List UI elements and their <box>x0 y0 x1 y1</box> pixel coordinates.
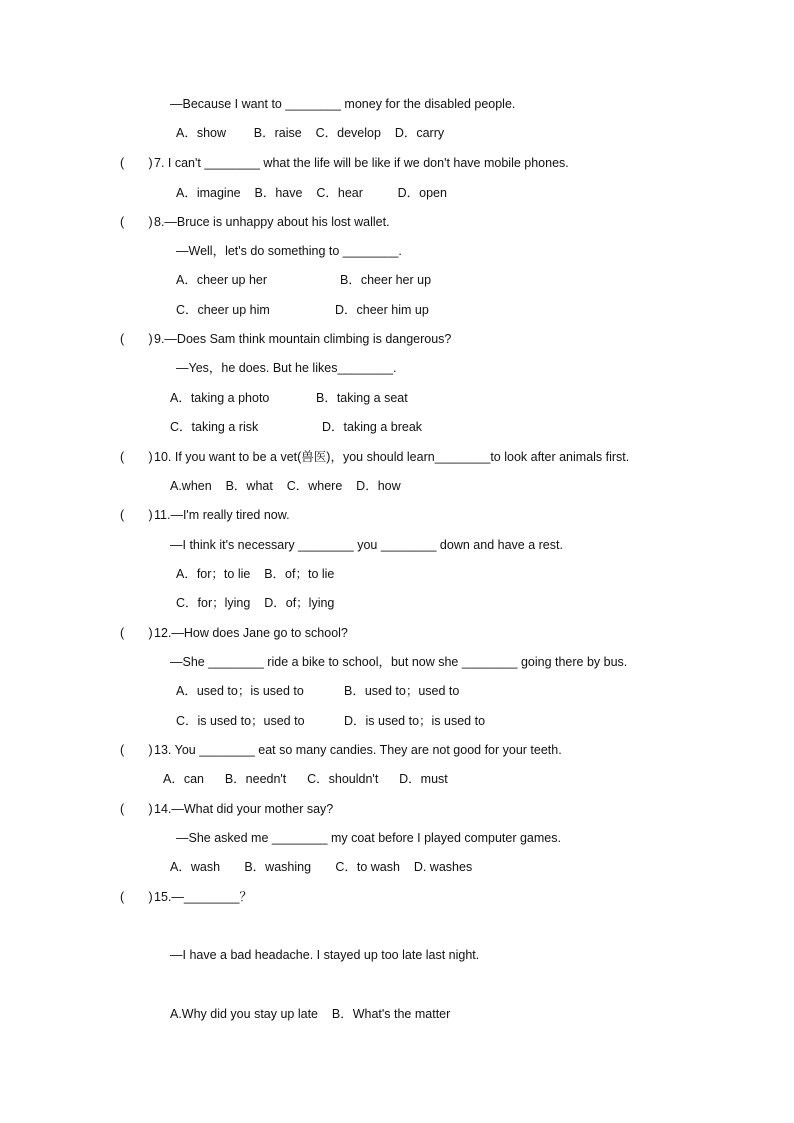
q11-answer-blank: ( ) <box>120 508 153 522</box>
q15-answer-line: —I have a bad headache. I stayed up too late last night. <box>170 948 480 962</box>
q9-option-c: C．taking a risk <box>170 420 259 434</box>
q9-answer-line: —Yes，he does. But he likes________. <box>176 361 397 375</box>
q8-option-b: B．cheer her up <box>340 273 432 287</box>
q7-answer-blank: ( ) <box>120 156 153 170</box>
q11-options-cd: C．for；lying D．of；lying <box>176 596 335 610</box>
q9-option-a: A．taking a photo <box>170 391 270 405</box>
q14-options: A．wash B．washing C．to wash D. washes <box>170 860 473 874</box>
q7-options: A．imagine B．have C．hear D．open <box>176 186 447 200</box>
q7-stem: 7. I can't ________ what the life will be like if we don't have mobile phones. <box>154 156 569 170</box>
q8-option-d: D．cheer him up <box>335 303 429 317</box>
q12-stem: 12.—How does Jane go to school? <box>154 626 348 640</box>
q14-answer-blank: ( ) <box>120 802 153 816</box>
q9-option-d: D．taking a break <box>322 420 423 434</box>
q13-answer-blank: ( ) <box>120 743 153 757</box>
q12-option-c: C．is used to；used to <box>176 714 305 728</box>
q10-stem: 10. If you want to be a vet(兽医)，you should learn________to look after animals first. <box>154 450 630 464</box>
q12-option-d: D．is used to；is used to <box>344 714 486 728</box>
q15-options: A.Why did you stay up late B．What's the matter <box>170 1007 451 1021</box>
q9-option-b: B．taking a seat <box>316 391 408 405</box>
q15-stem: 15.—________？ <box>154 890 252 904</box>
q12-option-a: A．used to；is used to <box>176 684 304 698</box>
q13-stem: 13. You ________ eat so many candies. They are not good for your teeth. <box>154 743 562 757</box>
q8-stem: 8.—Bruce is unhappy about his lost wallet. <box>154 215 390 229</box>
q8-answer-line: —Well，let's do something to ________. <box>176 244 402 258</box>
q12-option-b: B．used to；used to <box>344 684 460 698</box>
q11-answer-line: —I think it's necessary ________ you ________ down and have a rest. <box>170 538 563 552</box>
q14-answer-line: —She asked me ________ my coat before I played computer games. <box>176 831 561 845</box>
q14-stem: 14.—What did your mother say? <box>154 802 334 816</box>
q6-options: A．show B．raise C．develop D．carry <box>176 126 445 140</box>
q10-options: A.when B．what C．where D．how <box>170 479 401 493</box>
q9-stem: 9.—Does Sam think mountain climbing is dangerous? <box>154 332 452 346</box>
q15-answer-blank: ( ) <box>120 890 153 904</box>
q13-options: A．can B．needn't C．shouldn't D．must <box>163 772 448 786</box>
q8-option-c: C．cheer up him <box>176 303 270 317</box>
q6-answer-line: —Because I want to ________ money for the disabled people. <box>170 97 516 111</box>
q8-answer-blank: ( ) <box>120 215 153 229</box>
q9-answer-blank: ( ) <box>120 332 153 346</box>
q12-answer-line: —She ________ ride a bike to school，but now she ________ going there by bus. <box>170 655 628 669</box>
q8-option-a: A．cheer up her <box>176 273 268 287</box>
q11-options-ab: A．for；to lie B．of；to lie <box>176 567 335 581</box>
q11-stem: 11.—I'm really tired now. <box>154 508 290 522</box>
q12-answer-blank: ( ) <box>120 626 153 640</box>
q10-answer-blank: ( ) <box>120 450 153 464</box>
